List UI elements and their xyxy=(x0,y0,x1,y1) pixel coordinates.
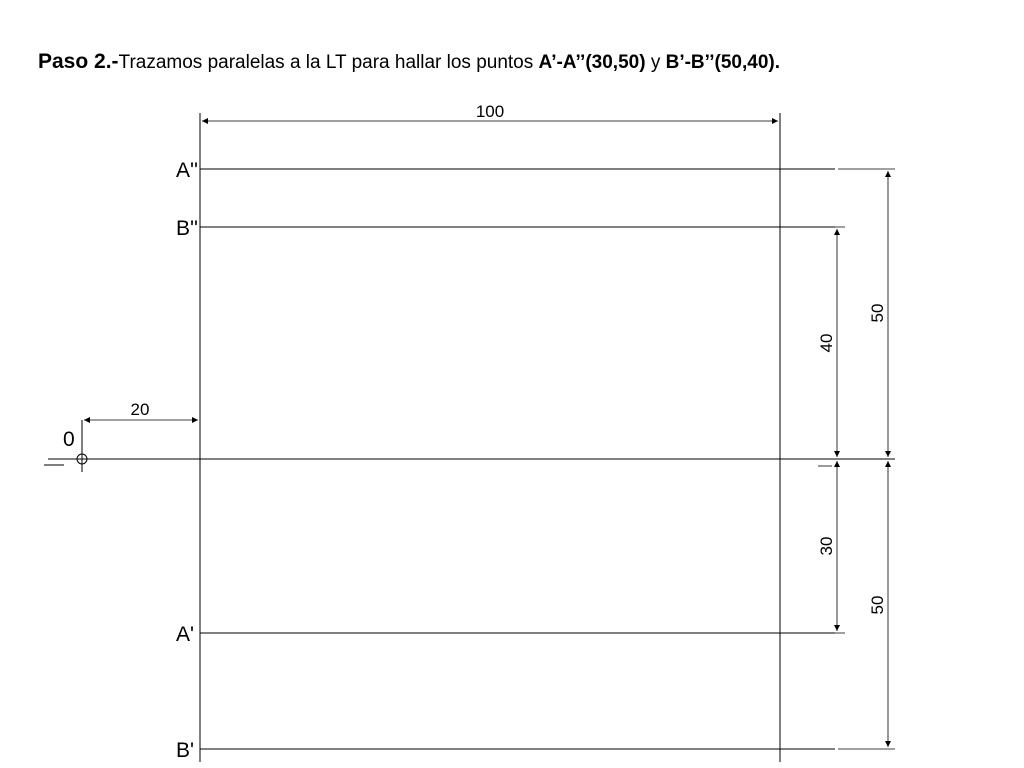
origin-point xyxy=(77,420,87,472)
label-a-vertical: A'' xyxy=(176,159,199,182)
dimension-b-height-label: 40 xyxy=(817,333,836,353)
dimension-width xyxy=(202,102,778,121)
dimension-a-height xyxy=(868,171,888,457)
label-b-vertical: B'' xyxy=(176,217,199,240)
title-step: Paso 2.- xyxy=(38,50,119,73)
dimension-b-depth xyxy=(868,461,888,747)
origin-label: 0 xyxy=(63,428,75,451)
dimension-b-height xyxy=(817,229,837,457)
dimension-b-depth-label: 50 xyxy=(868,595,887,615)
title-point-a: A’-A’’(30,50) xyxy=(538,52,646,73)
dimension-a-height-label: 50 xyxy=(868,303,887,323)
label-b-horizontal: B' xyxy=(176,739,195,762)
title-text: Trazamos paralelas a la LT para hallar los puntos xyxy=(118,52,539,73)
title-point-b: B’-B’’(50,40). xyxy=(665,52,780,73)
title-conjunction: y xyxy=(645,52,666,73)
label-a-horizontal: A' xyxy=(176,623,195,646)
ground-line xyxy=(44,459,895,465)
dimension-a-depth-label: 30 xyxy=(817,536,836,556)
dimension-width-label: 100 xyxy=(475,102,505,121)
dimension-a-depth xyxy=(817,461,837,631)
dimension-offset-label: 20 xyxy=(130,400,150,419)
dimension-offset xyxy=(84,400,198,420)
